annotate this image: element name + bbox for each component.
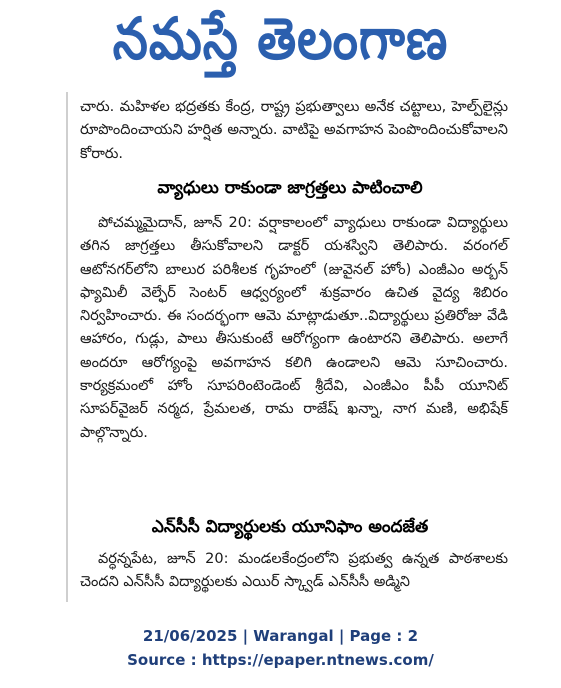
intro-paragraph: చారు. మహిళల భద్రతకు కేంద్ర, రాష్ట్ర ప్రభుత్వాలు అనేక చట్టాలు, హెల్ప్‌లైన్లు రూపొందించాయని హర్షిత అన్నారు. వాటిపై అవగాహన పెంపొందించుకోవాలని కోరారు. <box>80 99 508 162</box>
article-headline-health: వ్యాధులు రాకుండా జాగ్రత్తలు పాటించాలి <box>157 178 423 198</box>
article-headline-ncc: ఎన్‌సీసీ విద్యార్థులకు యూనిఫాం అందజేత <box>151 517 429 537</box>
source-link[interactable]: Source : https://epaper.ntnews.com/ <box>127 651 434 669</box>
masthead <box>0 0 561 92</box>
article-body-ncc: వర్ధన్నపేట, జూన్ 20: మండలకేంద్రంలోని ప్రభుత్వ ఉన్నత పాఠశాలకు చెందని ఎన్‌సీసీ విద్యార్థులకు ఎయిర్ స్క్వాడ్ ఎన్‌సీసీ అడ్మిని <box>80 551 508 591</box>
article-body-health: పోచమ్మమైదాన్, జూన్ 20: వర్షాకాలంలో వ్యాధులు రాకుండా విద్యార్థులు తగిన జాగ్రత్తలు తీసుకోవాలని డాక్టర్ యశస్విని తెలిపారు. వరంగల్ ఆటోనగర్‌లోని బాలుర పరిశీలక గృహంలో (జువైనల్ హోం) ఎంజీఎం అర్బన్ ఫ్యామిలీ వెల్ఫేర్ సెంటర్ ఆధ్వర్యంలో శుక్రవారం ఉచిత వైద్య శిబిరం నిర్వహించారు. ఈ సందర్భంగా ఆమె మాట్లాడుతూ..విద్యార్థులు ప్రతిరోజు వేడి ఆహారం, గుడ్లు, పాలు తీసుకుంటే ఆరోగ్యంగా ఉంటారని తెలిపారు. అలాగే అందరూ ఆరోగ్యంపై అవగాహన కలిగి ఉండాలని ఆమె సూచించారు. కార్యక్రమంలో హోం సూపరింటెండెంట్ శ్రీదేవి, ఎంజీఎం పీపీ యూనిట్ సూపర్‌వైజర్ నర్మద, ప్రేమలత, రామ రాజేష్ ఖన్నా, నాగ మణి, అభిషేక్ పాల్గొన్నారు. <box>80 215 508 441</box>
newspaper-logo: నమస్తే తెలంగాణ <box>112 5 449 72</box>
edition-info: 21/06/2025 | Warangal | Page : 2 <box>142 627 419 645</box>
article-clipping <box>66 92 512 602</box>
clipping-footer <box>0 624 561 672</box>
